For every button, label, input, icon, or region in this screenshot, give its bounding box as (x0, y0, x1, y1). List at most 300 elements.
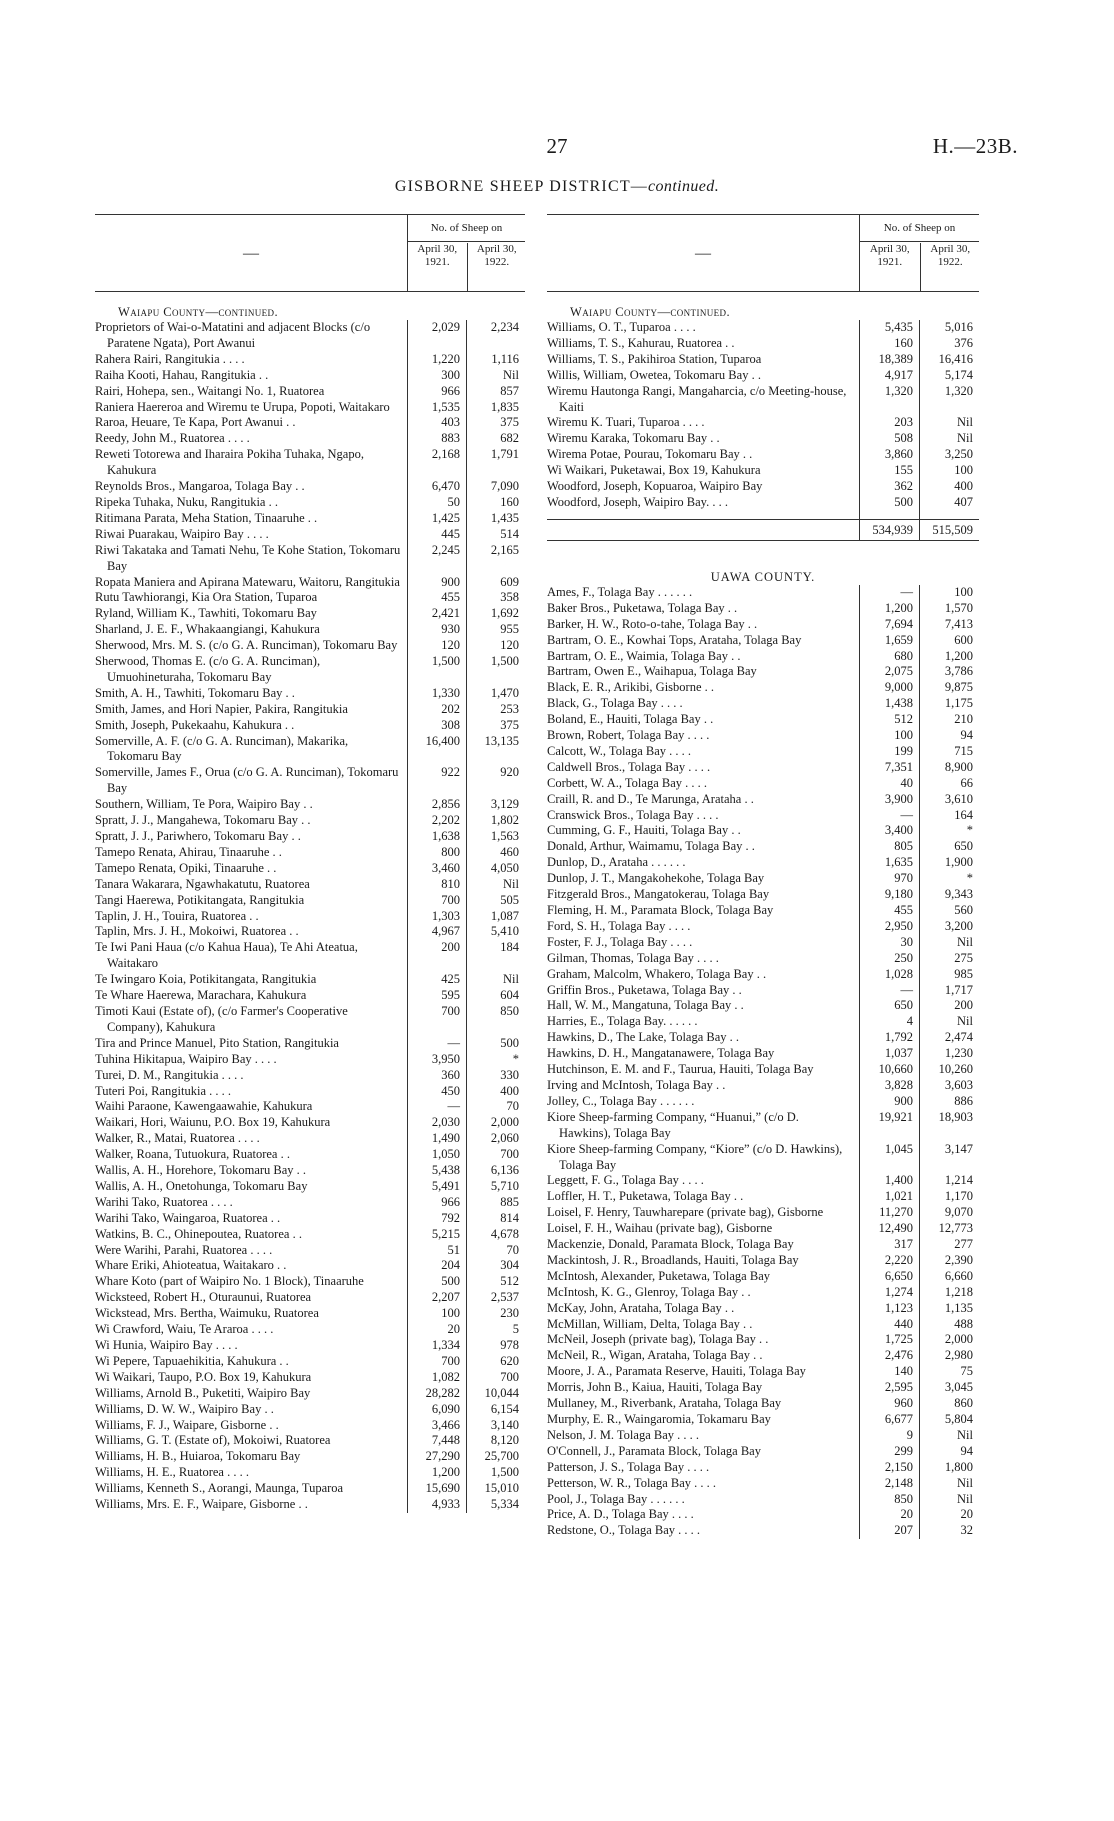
sheep-1922: 1,717 (919, 983, 979, 999)
sheep-1921: 1,303 (407, 909, 466, 925)
owner-location: Walker, R., Matai, Ruatorea . . . . (95, 1131, 260, 1146)
table-row (95, 1449, 525, 1465)
table-row (95, 511, 525, 527)
sheep-1922: 160 (466, 495, 525, 511)
sheep-1922: 460 (466, 845, 525, 861)
owner-location: Loffler, H. T., Puketawa, Tolaga Bay . . (547, 1189, 744, 1204)
owner-location: Caldwell Bros., Tolaga Bay . . . . (547, 759, 711, 774)
owner-location: Irving and McIntosh, Tolaga Bay . . (547, 1077, 726, 1092)
sheep-1922: * (466, 1052, 525, 1068)
sheep-1922: 1,087 (466, 909, 525, 925)
owner-location: Tira and Prince Manuel, Pito Station, Rangitukia (95, 1035, 339, 1050)
sheep-1922: 3,200 (919, 919, 979, 935)
sheep-1921: 207 (859, 1523, 919, 1539)
sheep-1922: 3,129 (466, 797, 525, 813)
sheep-1922: 94 (919, 728, 979, 744)
owner-location: Te Iwi Pani Haua (c/o Kahua Haua), Te Ahi Ateatua, Waitakaro (95, 940, 358, 971)
sheep-1921: 100 (407, 1306, 466, 1322)
owner-location: Te Iwingaro Koia, Potikitangata, Rangitukia (95, 972, 317, 987)
right-column-table (547, 214, 979, 1539)
owner-location: Watkins, B. C., Ohinepoutea, Ruatorea . . (95, 1226, 302, 1241)
sheep-1922: 8,900 (919, 760, 979, 776)
table-row (95, 861, 525, 877)
owner-location: Rutu Tawhiorangi, Kia Ora Station, Tuparoa (95, 590, 318, 605)
table-row (547, 649, 979, 665)
page-number: 27 (546, 134, 568, 158)
sheep-1921: 1,200 (407, 1465, 466, 1481)
owner-location: Williams, F. J., Waipare, Gisborne . . (95, 1417, 279, 1432)
owner-location: Graham, Malcolm, Whakero, Tolaga Bay . . (547, 966, 767, 981)
sheep-1921: 140 (859, 1364, 919, 1380)
spacer-row (547, 511, 979, 519)
sheep-1922: 10,260 (919, 1062, 979, 1078)
table-row (547, 1285, 979, 1301)
sheep-1922: 1,800 (919, 1460, 979, 1476)
sheep-1922: 886 (919, 1094, 979, 1110)
sheep-1921: 1,050 (407, 1147, 466, 1163)
sheep-1922: 100 (919, 585, 979, 601)
sheep-1921: 20 (859, 1507, 919, 1523)
owner-location: McNeil, Joseph (private bag), Tolaga Bay . . (547, 1332, 769, 1347)
sheep-1922: 70 (466, 1099, 525, 1115)
owner-location: Williams, H. B., Huiaroa, Tokomaru Bay (95, 1449, 301, 1464)
table-row (547, 1396, 979, 1412)
owner-location: Tanara Wakarara, Ngawhakatutu, Ruatorea (95, 876, 310, 891)
sheep-1922: Nil (919, 1492, 979, 1508)
owner-location: Hutchinson, E. M. and F., Taurua, Hauiti, Tolaga Bay (547, 1062, 814, 1077)
table-row (547, 1380, 979, 1396)
table-row (95, 638, 525, 654)
sheep-1921: 2,245 (407, 543, 466, 575)
sheep-1922: 500 (466, 1036, 525, 1052)
sheep-1921: 1,725 (859, 1332, 919, 1348)
owner-location: Spratt, J. J., Mangahewa, Tokomaru Bay . . (95, 813, 311, 828)
owner-location: Ropata Maniera and Apirana Matewaru, Waitoru, Rangitukia (95, 574, 400, 589)
sheep-1921: 1,330 (407, 686, 466, 702)
table-row (95, 1370, 525, 1386)
table-row (95, 734, 525, 766)
sheep-1921: 500 (407, 1274, 466, 1290)
table-row (95, 765, 525, 797)
owner-location: Harries, E., Tolaga Bay. . . . . . (547, 1014, 698, 1029)
sheep-1921: 362 (859, 479, 919, 495)
sheep-1922: 814 (466, 1211, 525, 1227)
owner-location: Loisel, F. Henry, Tauwharepare (private bag), Gisborne (547, 1205, 824, 1220)
owner-location: Craill, R. and D., Te Marunga, Arataha . . (547, 791, 754, 806)
owner-location: Mackintosh, J. R., Broadlands, Hauiti, Tolaga Bay (547, 1252, 799, 1267)
sheep-1921: 1,274 (859, 1285, 919, 1301)
sheep-1921: 2,220 (859, 1253, 919, 1269)
header-april-1922: April 30, 1922. (920, 243, 981, 291)
sheep-1921: 16,400 (407, 734, 466, 766)
owner-location: Wi Crawford, Waiu, Te Araroa . . . . (95, 1322, 274, 1337)
sheep-1921: — (407, 1099, 466, 1115)
sheep-1922: Nil (466, 877, 525, 893)
table-row (547, 1142, 979, 1174)
owner-location: Ford, S. H., Tolaga Bay . . . . (547, 918, 691, 933)
sheep-1922: 1,563 (466, 829, 525, 845)
sheep-1921: 455 (407, 590, 466, 606)
table-row (95, 368, 525, 384)
sheep-1922: 1,500 (466, 1465, 525, 1481)
table-row (95, 479, 525, 495)
owner-location: McNeil, R., Wigan, Arataha, Tolaga Bay . . (547, 1348, 763, 1363)
sheep-1922: 16,416 (919, 352, 979, 368)
owner-location: Somerville, A. F. (c/o G. A. Runciman), Makarika, Tokomaru Bay (95, 733, 349, 764)
owner-location: Mullaney, M., Riverbank, Arataha, Tolaga Bay (547, 1396, 782, 1411)
sheep-1921: 2,421 (407, 606, 466, 622)
sheep-1921: 3,900 (859, 792, 919, 808)
owner-location: Barker, H. W., Roto-o-tahe, Tolaga Bay . . (547, 616, 758, 631)
sheep-1922: 700 (466, 1147, 525, 1163)
sheep-1922: 1,470 (466, 686, 525, 702)
owner-location: Williams, T. S., Pakihiroa Station, Tuparoa (547, 351, 762, 366)
owner-location: Timoti Kaui (Estate of), (c/o Farmer's Cooperative Company), Kahukura (95, 1003, 348, 1034)
sheep-1921: 4 (859, 1014, 919, 1030)
owner-location: Somerville, James F., Orua (c/o G. A. Runciman), Tokomaru Bay (95, 765, 399, 796)
table-row (547, 1237, 979, 1253)
sheep-1922: 210 (919, 712, 979, 728)
sheep-1921: 455 (859, 903, 919, 919)
sheep-1922: 860 (919, 1396, 979, 1412)
sheep-1922: 682 (466, 431, 525, 447)
owner-location: Willis, William, Owetea, Tokomaru Bay . . (547, 367, 761, 382)
sheep-1922: 4,678 (466, 1227, 525, 1243)
owner-location: Raniera Haereroa and Wiremu te Urupa, Popoti, Waitakaro (95, 399, 390, 414)
sheep-1921: 900 (859, 1094, 919, 1110)
sheep-1921: 11,270 (859, 1205, 919, 1221)
title-continued: continued. (648, 178, 720, 195)
table-row (547, 1348, 979, 1364)
sheep-1922: 304 (466, 1258, 525, 1274)
table-row (547, 1428, 979, 1444)
sheep-1922: 376 (919, 336, 979, 352)
table-row (547, 447, 979, 463)
table-row (95, 924, 525, 940)
table-header (547, 215, 979, 292)
sheep-1921: 1,220 (407, 352, 466, 368)
table-row (95, 1179, 525, 1195)
sheep-1922: 6,154 (466, 1402, 525, 1418)
sheep-1922: 1,900 (919, 855, 979, 871)
table-row (547, 664, 979, 680)
table-row (547, 776, 979, 792)
sheep-1921: 1,028 (859, 967, 919, 983)
sheep-1921: 1,792 (859, 1030, 919, 1046)
table-row (547, 1507, 979, 1523)
sheep-1921: 5,435 (859, 320, 919, 336)
owner-location: Hall, W. M., Mangatuna, Tolaga Bay . . (547, 998, 744, 1013)
table-row (547, 1046, 979, 1062)
table-row (95, 1418, 525, 1434)
sheep-1921: 7,694 (859, 617, 919, 633)
sheep-1922: 3,610 (919, 792, 979, 808)
sheep-1922: 120 (466, 638, 525, 654)
sheep-1921: 650 (859, 998, 919, 1014)
sheep-1921: 960 (859, 1396, 919, 1412)
sheep-1921: 308 (407, 718, 466, 734)
sheep-1921: 4,933 (407, 1497, 466, 1513)
sheep-1922: 330 (466, 1068, 525, 1084)
table-row (547, 633, 979, 649)
table-row (95, 1402, 525, 1418)
sheep-1921: 51 (407, 1243, 466, 1259)
sheep-1921: 3,466 (407, 1418, 466, 1434)
table-row (547, 617, 979, 633)
owner-location: Dunlop, J. T., Mangakohekohe, Tolaga Bay (547, 871, 765, 886)
table-row (547, 1476, 979, 1492)
owner-location: Smith, James, and Hori Napier, Pakira, Rangitukia (95, 701, 348, 716)
sheep-1921: 203 (859, 415, 919, 431)
sheep-1922: 3,045 (919, 1380, 979, 1396)
sheep-1921: 595 (407, 988, 466, 1004)
table-row (547, 431, 979, 447)
sheep-1921: 155 (859, 463, 919, 479)
table-row (547, 1014, 979, 1030)
sheep-count-header-group (859, 215, 979, 291)
sheep-1921: 317 (859, 1237, 919, 1253)
sheep-1922: 5,710 (466, 1179, 525, 1195)
table-row (547, 415, 979, 431)
owner-location: Reedy, John M., Ruatorea . . . . (95, 431, 250, 446)
table-row (95, 909, 525, 925)
sheep-count-header: No. of Sheep on (860, 215, 979, 242)
sheep-1921: 50 (407, 495, 466, 511)
table-row (547, 823, 979, 839)
sheep-1921: 1,021 (859, 1189, 919, 1205)
sheep-1921: 27,290 (407, 1449, 466, 1465)
table-row (547, 1253, 979, 1269)
sheep-1922: Nil (919, 431, 979, 447)
sheep-1922: 230 (466, 1306, 525, 1322)
sheep-1922: 978 (466, 1338, 525, 1354)
sheep-1922: 70 (466, 1243, 525, 1259)
table-row (547, 1221, 979, 1237)
owner-location: Tamepo Renata, Ahirau, Tinaaruhe . . (95, 844, 282, 859)
table-row (95, 797, 525, 813)
sheep-1921: 1,123 (859, 1301, 919, 1317)
owner-location: Wi Waikari, Puketawai, Box 19, Kahukura (547, 463, 761, 478)
sheep-1921: 1,400 (859, 1173, 919, 1189)
sheep-1921: — (859, 585, 919, 601)
sheep-1922: 200 (919, 998, 979, 1014)
owner-location: Nelson, J. M. Tolaga Bay . . . . (547, 1427, 700, 1442)
owner-location: Leggett, F. G., Tolaga Bay . . . . (547, 1173, 704, 1188)
owner-location: Bartram, O. E., Kowhai Tops, Arataha, Tolaga Bay (547, 632, 802, 647)
sheep-1922: 2,980 (919, 1348, 979, 1364)
table-row (95, 1052, 525, 1068)
sheep-1921: 512 (859, 712, 919, 728)
sheep-1921: 7,351 (859, 760, 919, 776)
table-row (547, 696, 979, 712)
owner-location: Cumming, G. F., Hauiti, Tolaga Bay . . (547, 823, 741, 838)
sheep-1922: 600 (919, 633, 979, 649)
sheep-1922: * (919, 871, 979, 887)
sheep-1922: 32 (919, 1523, 979, 1539)
table-row (547, 1078, 979, 1094)
sheep-1921: 200 (407, 940, 466, 972)
sheep-1921: 3,828 (859, 1078, 919, 1094)
owner-location: Wiremu Karaka, Tokomaru Bay . . (547, 431, 720, 446)
owner-location: Wi Hunia, Waipiro Bay . . . . (95, 1338, 238, 1352)
sheep-1922: 1,135 (919, 1301, 979, 1317)
table-row (547, 1301, 979, 1317)
sheep-1922: 100 (919, 463, 979, 479)
owner-location: Te Whare Haerewa, Marachara, Kahukura (95, 988, 307, 1003)
sheep-1922: 1,435 (466, 511, 525, 527)
owner-location: Walker, Roana, Tutuokura, Ruatorea . . (95, 1147, 290, 1162)
left-column-table (95, 214, 525, 1513)
sheep-1921: 5,438 (407, 1163, 466, 1179)
table-row (547, 352, 979, 368)
sheep-1922: 5 (466, 1322, 525, 1338)
table-row (95, 431, 525, 447)
sheep-1922: 253 (466, 702, 525, 718)
header-dash: — (695, 245, 711, 262)
sheep-1922: Nil (466, 972, 525, 988)
sheep-1922: 277 (919, 1237, 979, 1253)
table-row (547, 839, 979, 855)
owner-location: Griffin Bros., Puketawa, Tolaga Bay . . (547, 982, 742, 997)
sheep-1921: 2,950 (859, 919, 919, 935)
owner-location: Tuteri Poi, Rangitukia . . . . (95, 1083, 232, 1098)
owner-location: Wi Waikari, Taupo, P.O. Box 19, Kahukura (95, 1369, 312, 1384)
table-row (95, 702, 525, 718)
owner-location: Williams, Mrs. E. F., Waipare, Gisborne . . (95, 1497, 308, 1512)
table-row (95, 543, 525, 575)
table-row (547, 1523, 979, 1539)
sheep-1921: 2,168 (407, 447, 466, 479)
sheep-1922: 358 (466, 590, 525, 606)
sheep-1921: 9 (859, 1428, 919, 1444)
sheep-1921: — (407, 1036, 466, 1052)
sheep-1922: 1,320 (919, 384, 979, 416)
owner-location: Tamepo Renata, Opiki, Tinaaruhe . . (95, 860, 277, 875)
sheep-1922: 66 (919, 776, 979, 792)
owner-location: Black, G., Tolaga Bay . . . . (547, 696, 683, 711)
sheep-1922: 9,875 (919, 680, 979, 696)
owner-location: Black, E. R., Arikibi, Gisborne . . (547, 680, 714, 695)
sheep-1922: 700 (466, 1370, 525, 1386)
table-row (95, 1290, 525, 1306)
sheep-1921: 7,448 (407, 1433, 466, 1449)
sheep-1921: 922 (407, 765, 466, 797)
sheep-1921: 1,320 (859, 384, 919, 416)
sheep-1922: 1,570 (919, 601, 979, 617)
sheep-1921: 28,282 (407, 1386, 466, 1402)
table-row (95, 1497, 525, 1513)
section-heading: Waiapu County—continued. (118, 305, 278, 319)
owner-location: Spratt, J. J., Pariwhero, Tokomaru Bay . . (95, 829, 301, 843)
total-row (547, 519, 979, 541)
sheep-1922: 10,044 (466, 1386, 525, 1402)
sheep-1921: 4,967 (407, 924, 466, 940)
sheep-1922: 2,165 (466, 543, 525, 575)
owner-location: Smith, A. H., Tawhiti, Tokomaru Bay . . (95, 685, 295, 700)
table-row (95, 1433, 525, 1449)
sheep-1921: 2,030 (407, 1115, 466, 1131)
table-row (95, 1465, 525, 1481)
sheep-1921: 1,200 (859, 601, 919, 617)
table-row (95, 495, 525, 511)
sheep-1921: 9,180 (859, 887, 919, 903)
sheep-1922: 955 (466, 622, 525, 638)
owner-location: Williams, D. W. W., Waipiro Bay . . (95, 1401, 274, 1416)
table-row (95, 1004, 525, 1036)
sheep-1921: 30 (859, 935, 919, 951)
header-april-1921: April 30, 1921. (417, 243, 458, 268)
sheep-1922: * (919, 823, 979, 839)
owner-location: Ames, F., Tolaga Bay . . . . . . (547, 584, 693, 599)
sheep-1921: 2,150 (859, 1460, 919, 1476)
table-row (95, 1243, 525, 1259)
owner-location: Raiha Kooti, Hahau, Rangitukia . . (95, 367, 269, 382)
table-row (95, 1306, 525, 1322)
sheep-1922: 1,500 (466, 654, 525, 686)
sheep-1922: 5,410 (466, 924, 525, 940)
table-row (547, 1205, 979, 1221)
table-row (547, 585, 979, 601)
sheep-1922: 184 (466, 940, 525, 972)
table-row (95, 527, 525, 543)
table-row (547, 1332, 979, 1348)
sheep-1921: 2,207 (407, 1290, 466, 1306)
table-header (95, 215, 525, 292)
sheep-1921: 425 (407, 972, 466, 988)
sheep-1921: 1,037 (859, 1046, 919, 1062)
owner-location: Riwi Takataka and Tamati Nehu, Te Kohe Station, Tokomaru Bay (95, 542, 401, 573)
sheep-1921: 792 (407, 1211, 466, 1227)
table-row (95, 1227, 525, 1243)
uawa-rows (547, 585, 979, 1539)
table-row (547, 680, 979, 696)
table-row (95, 972, 525, 988)
table-row (547, 760, 979, 776)
table-row (95, 384, 525, 400)
sheep-1922: 5,016 (919, 320, 979, 336)
table-row (95, 1115, 525, 1131)
sheep-1922: 3,147 (919, 1142, 979, 1174)
table-row (95, 1084, 525, 1100)
sheep-1922: 1,214 (919, 1173, 979, 1189)
owner-location: Williams, Arnold B., Puketiti, Waipiro Bay (95, 1385, 311, 1400)
sheep-1921: 440 (859, 1317, 919, 1333)
owner-location: Wickstead, Mrs. Bertha, Waimuku, Ruatorea (95, 1306, 319, 1321)
owner-location: Whare Eriki, Ahioteatua, Waitakaro . . (95, 1258, 287, 1273)
sheep-1921: 930 (407, 622, 466, 638)
sheep-1921: 883 (407, 431, 466, 447)
owner-location: Warihi Tako, Ruatorea . . . . (95, 1194, 233, 1209)
sheep-1922: 4,050 (466, 861, 525, 877)
section-heading: Waiapu County—continued. (570, 305, 730, 319)
sheep-1921: 19,921 (859, 1110, 919, 1142)
sheep-1921: 900 (407, 575, 466, 591)
total-1921: 534,939 (859, 520, 919, 540)
sheep-1922: 2,060 (466, 1131, 525, 1147)
table-row (95, 606, 525, 622)
owner-location: Rahera Rairi, Rangitukia . . . . (95, 351, 245, 366)
sheep-1922: 609 (466, 575, 525, 591)
owner-location: Price, A. D., Tolaga Bay . . . . (547, 1507, 694, 1522)
table-row (547, 320, 979, 336)
table-row (95, 718, 525, 734)
table-row (95, 1386, 525, 1402)
owner-location: O'Connell, J., Paramata Block, Tolaga Bay (547, 1443, 761, 1458)
section-heading-uawa: UAWA COUNTY. (710, 569, 816, 584)
table-row (547, 1269, 979, 1285)
sheep-1922: 3,140 (466, 1418, 525, 1434)
sheep-1921: — (859, 983, 919, 999)
